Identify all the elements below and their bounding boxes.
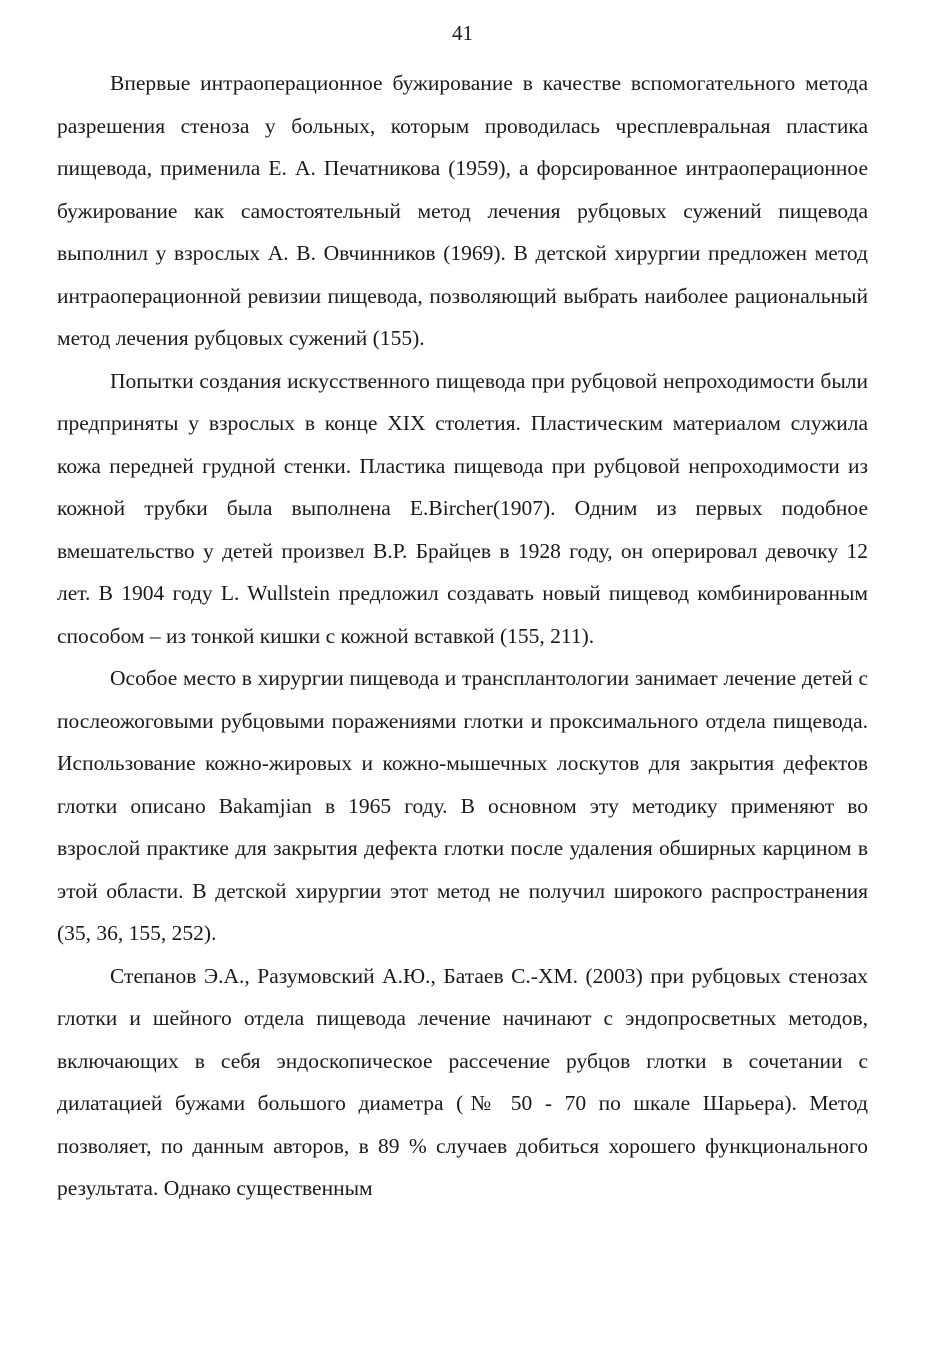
paragraph-endoluminal-methods: Степанов Э.А., Разумовский А.Ю., Батаев С.-ХМ. (2003) при рубцовых стенозах глотки и шейного отдела пищевода лечение начинают с эндопросветных методов, включающих в себя эндоскопическое рассечение рубцов глотки в сочетании с дилатацией бужами большого диаметра (№ 50 - 70 по шкале Шарьера). Метод позволяет, по данным авторов, в 89 % случаев добиться хорошего функционального результата. Однако существенным: [57, 963, 868, 1200]
paragraph-esophageal-bougienage: Впервые интраоперационное бужирование в качестве вспомогательного метода разрешения стеноза у больных, которым проводилась чресплевральная пластика пищевода, применила Е. А. Печатникова (1959), а форсированное интраоперационное бужирование как самостоятельный метод лечения рубцовых сужений пищевода выполнил у взрослых А. В. Овчинников (1969). В детской хирургии предложен метод интраоперационной ревизии пищевода, позволяющий выбрать наиболее рациональный метод лечения рубцовых сужений (155).: [57, 71, 868, 350]
page-number: 41: [452, 21, 473, 45]
paragraph-artificial-esophagus: Попытки создания искусственного пищевода при рубцовой непроходимости были предприняты у взрослых в конце XIX столетия. Пластическим материалом служила кожа передней грудной стенки. Пластика пищевода при рубцовой непроходимости из кожной трубки была выполнена E.Bircher(1907). Одним из первых подобное вмешательство у детей произвел В.Р. Брайцев в 1928 году, он оперировал девочку 12 лет. В 1904 году L. Wullstein предложил создавать новый пищевод комбинированным способом – из тонкой кишки с кожной вставкой (155, 211).: [57, 368, 868, 648]
paragraph-pharynx-surgery: Особое место в хирургии пищевода и трансплантологии занимает лечение детей с послеожоговыми рубцовыми поражениями глотки и проксимального отдела пищевода. Использование кожно-жировых и кожно-мышечных лоскутов для закрытия дефектов глотки описано Bakamjian в 1965 году. В основном эту методику применяют во взрослой практике для закрытия дефекта глотки после удаления обширных карцином в этой области. В детской хирургии этот метод не получил широкого распространения (35, 36, 155, 252).: [57, 666, 868, 945]
text-body: [57, 62, 868, 1210]
